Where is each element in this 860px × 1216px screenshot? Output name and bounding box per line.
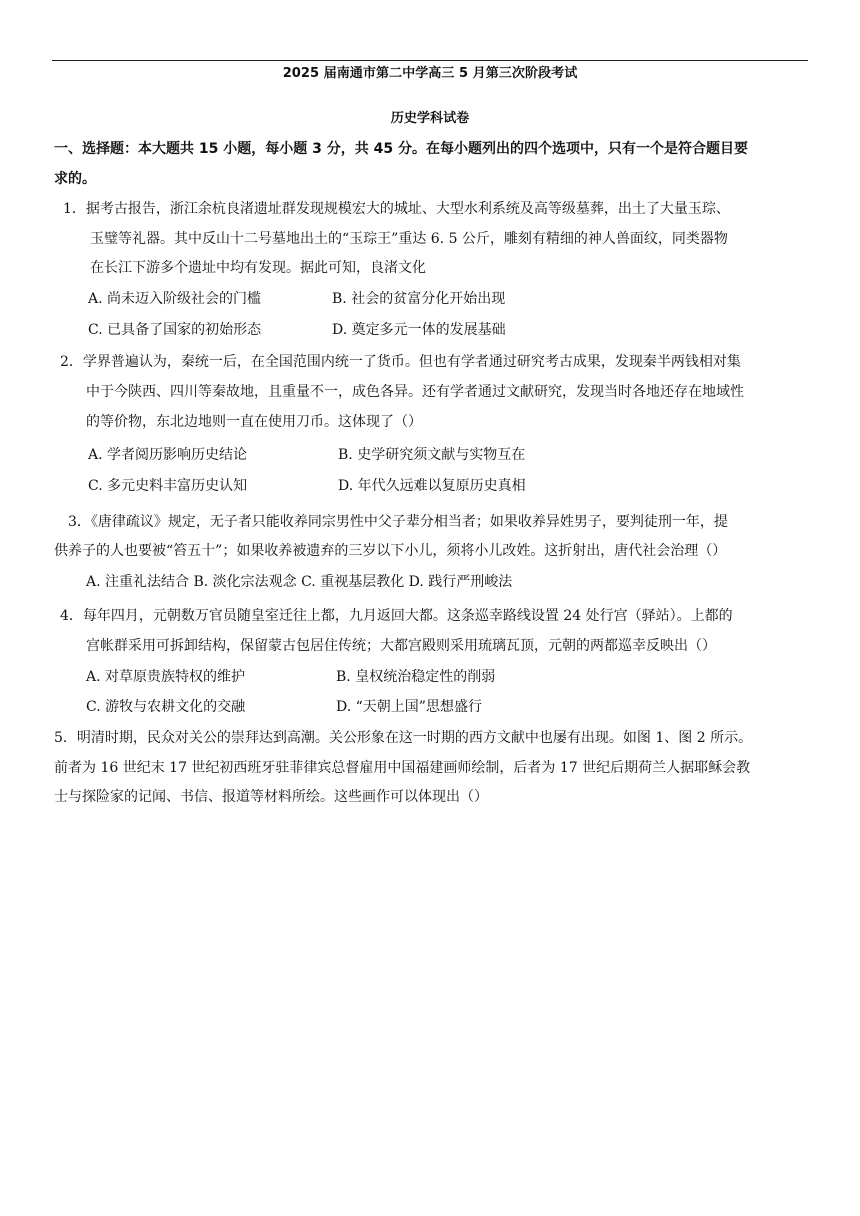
q3-stem-line2: 供养子的人也要被“笞五十”；如果收养被遗弃的三岁以下小儿，须将小儿改姓。这折射出，唐代社会治理（） <box>54 543 727 559</box>
q5-stem-line1: 5．明清时期，民众对关公的崇拜达到高潮。关公形象在这一时期的西方文献中也屡有出现。如图 1、图 2 所示。 <box>54 730 753 746</box>
q4-option-d: D. “天朝上国”思想盛行 <box>336 699 482 715</box>
q4-option-c: C. 游牧与农耕文化的交融 <box>86 699 246 715</box>
section-heading-line2: 求的。 <box>54 171 96 187</box>
q2-option-a: A. 学者阅历影响历史结论 <box>88 447 248 463</box>
q1-option-c: C. 已具备了国家的初始形态 <box>88 322 262 338</box>
q1-stem-line3: 在长江下游多个遗址中均有发现。据此可知，良渚文化 <box>90 260 426 276</box>
q1-option-b: B. 社会的贫富分化开始出现 <box>332 291 506 307</box>
q2-option-c: C. 多元史料丰富历史认知 <box>88 478 248 494</box>
q4-option-b: B. 皇权统治稳定性的削弱 <box>336 669 496 685</box>
q3-stem-line1: 3．《唐律疏议》规定，无子者只能收养同宗男性中父子辈分相当者；如果收养异姓男子，要判徒刑一年，提 <box>68 514 728 530</box>
exam-title: 2025 届南通市第二中学高三 5 月第三次阶段考试 <box>282 66 578 81</box>
q5-stem-line2: 前者为 16 世纪末 17 世纪初西班牙驻菲律宾总督雇用中国福建画师绘制，后者为 17 世纪后期荷兰人据耶稣会教 <box>54 760 751 776</box>
q2-stem-line1: 2．学界普遍认为，秦统一后，在全国范围内统一了货币。但也有学者通过研究考古成果，发现秦半两钱相对集 <box>60 354 741 370</box>
header-rule <box>52 60 808 61</box>
q2-stem-line3: 的等价物，东北边地则一直在使用刀币。这体现了（） <box>86 414 422 430</box>
q4-stem-line2: 宫帐群采用可拆卸结构，保留蒙古包居住传统；大都宫殿则采用琉璃瓦顶，元朝的两都巡幸反映出（） <box>86 638 716 654</box>
q5-stem-line3: 士与探险家的记闻、书信、报道等材料所绘。这些画作可以体现出（） <box>54 789 488 805</box>
q3-options: A. 注重礼法结合 B. 淡化宗法观念 C. 重视基层教化 D. 践行严刑峻法 <box>86 574 513 590</box>
subject-title: 历史学科试卷 <box>390 111 470 126</box>
section-heading-line1: 一、选择题：本大题共 15 小题，每小题 3 分，共 45 分。在每小题列出的四个选项中，只有一个是符合题目要 <box>54 141 748 157</box>
q4-option-a: A. 对草原贵族特权的维护 <box>86 669 246 685</box>
q2-stem-line2: 中于今陕西、四川等秦故地，且重量不一，成色各异。还有学者通过文献研究，发现当时各地还存在地域性 <box>86 384 744 400</box>
q1-stem-line1: 1．据考古报告，浙江余杭良渚遗址群发现规模宏大的城址、大型水利系统及高等级墓葬，出土了大量玉琮、 <box>63 201 730 217</box>
q1-option-a: A. 尚未迈入阶级社会的门槛 <box>88 291 262 307</box>
q4-stem-line1: 4．每年四月，元朝数万官员随皇室迁往上都，九月返回大都。这条巡幸路线设置 24 处行宫（驿站）。上都的 <box>60 608 733 624</box>
q2-option-d: D. 年代久远难以复原历史真相 <box>338 478 526 494</box>
q1-stem-line2: 玉璧等礼器。其中反山十二号墓地出土的“玉琮王”重达 6. 5 公斤，雕刻有精细的神人兽面纹，同类器物 <box>90 231 728 247</box>
q1-option-d: D. 奠定多元一体的发展基础 <box>332 322 506 338</box>
q2-option-b: B. 史学研究须文献与实物互在 <box>338 447 526 463</box>
